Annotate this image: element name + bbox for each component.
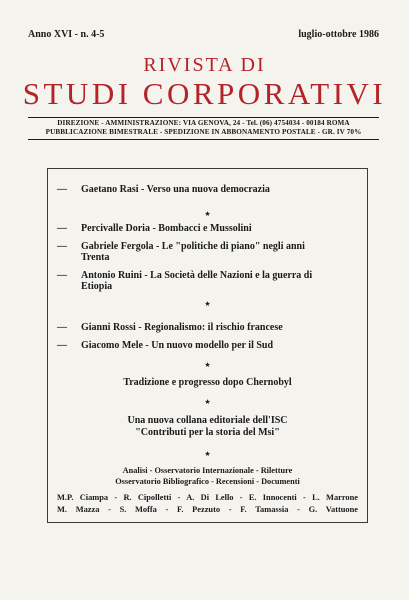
issue-number: Anno XVI - n. 4-5 — [28, 29, 105, 40]
separator-star-icon: ★ — [204, 300, 211, 308]
contents-feature: "Contributi per la storia del Msi" — [135, 427, 280, 438]
separator-star-icon: ★ — [204, 361, 211, 369]
contents-entry: — Gabriele Fergola - Le "politiche di piano" negli anni Trenta — [57, 241, 305, 263]
divider-top — [28, 117, 379, 118]
publication-notice: PUBBLICAZIONE BIMESTRALE - SPEDIZIONE IN ABBONAMENTO POSTALE - GR. IV 70% — [45, 128, 362, 136]
issue-date: luglio-ottobre 1986 — [298, 29, 379, 40]
authors-list: M.P. Ciampa - R. Cipolletti - A. Di Lello - E. Innocenti - L. Marrone — [57, 493, 358, 502]
contents-entry: — Percivalle Doria - Bombacci e Mussolini — [57, 223, 252, 234]
separator-star-icon: ★ — [204, 398, 211, 406]
sections-list: Osservatorio Bibliografico - Recensioni - Documenti — [115, 477, 300, 486]
contents-entry: — Giacomo Mele - Un nuovo modello per il Sud — [57, 340, 274, 351]
issue-line — [28, 29, 379, 40]
masthead-title: STUDI CORPORATIVI — [22, 76, 387, 111]
contents-entry: — Gianni Rossi - Regionalismo: il rischio francese — [57, 322, 283, 333]
separator-star-icon: ★ — [204, 210, 211, 218]
sections-list: Analisi - Osservatorio Internazionale - Riletture — [122, 466, 293, 475]
contents-entry: — Gaetano Rasi - Verso una nuova democrazia — [57, 184, 270, 195]
divider-bottom — [28, 139, 379, 140]
publisher-address: DIREZIONE - AMMINISTRAZIONE: VIA GENOVA, 24 - Tel. (06) 4754034 - 00184 ROMA — [57, 119, 350, 127]
contents-feature: Una nuova collana editoriale dell'ISC — [127, 415, 288, 426]
masthead-subtitle: RIVISTA DI — [143, 54, 266, 76]
contents-entry: — Antonio Ruini - La Società delle Nazioni e la guerra di Etiopia — [57, 270, 313, 292]
contents-feature: Tradizione e progresso dopo Chernobyl — [123, 377, 292, 388]
authors-list: M. Mazza - S. Moffa - F. Pezzuto - F. Tamassia - G. Vattuone — [57, 505, 358, 514]
separator-star-icon: ★ — [204, 450, 211, 458]
